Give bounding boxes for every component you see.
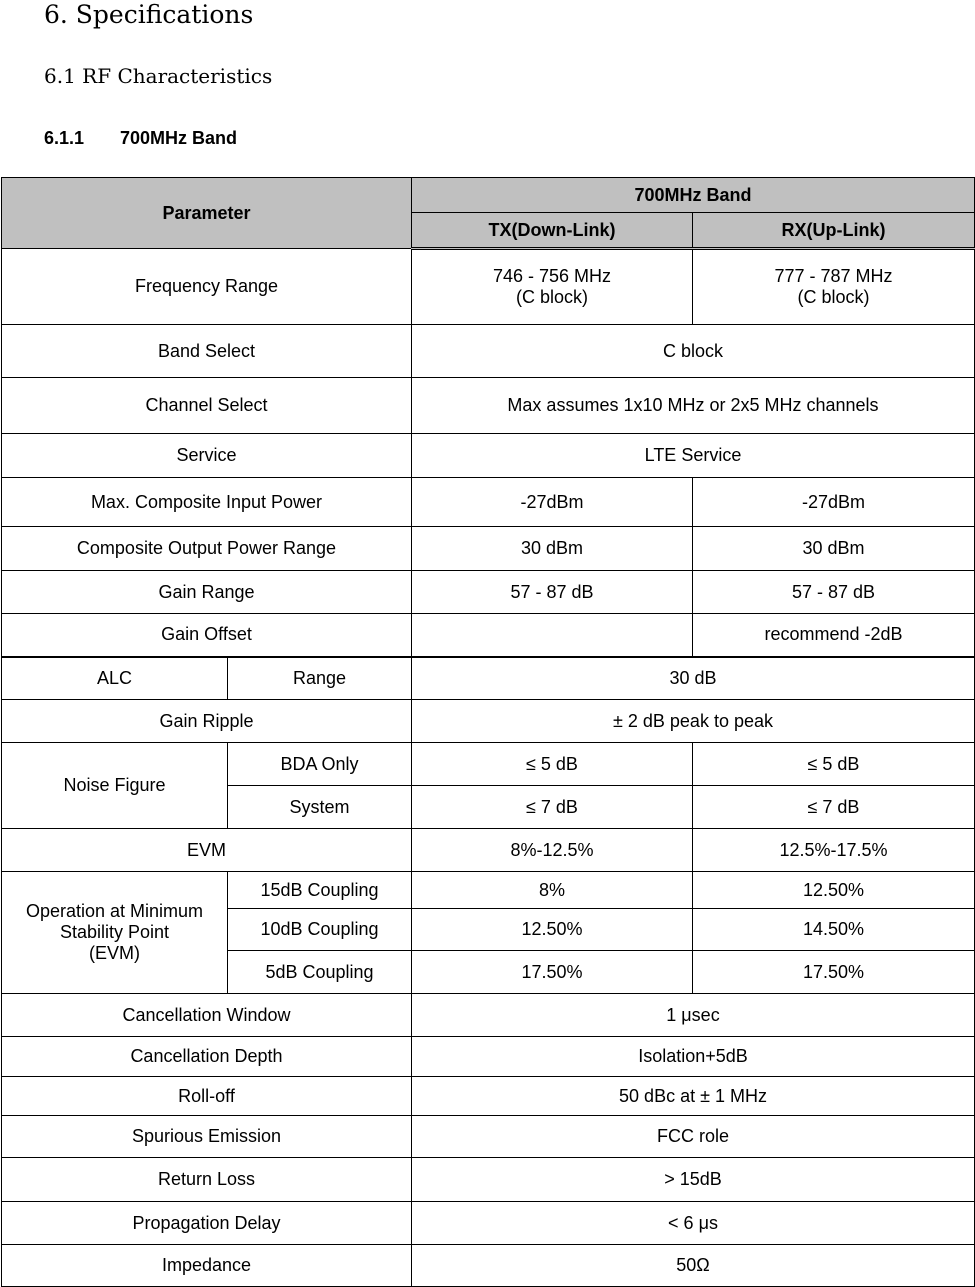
row-label: Propagation Delay	[2, 1202, 412, 1245]
row-label: Return Loss	[2, 1158, 412, 1202]
header-band: 700MHz Band	[412, 178, 975, 213]
tx-value	[412, 614, 693, 657]
tx-value: 12.50%	[412, 909, 693, 951]
row-value: 30 dB	[412, 657, 975, 700]
subsubsection-title: 700MHz Band	[120, 128, 238, 148]
tx-value: 57 - 87 dB	[412, 571, 693, 614]
table-row	[2, 994, 975, 1037]
row-value: C block	[412, 325, 975, 378]
tx-value: 30 dBm	[412, 527, 693, 571]
row-sublabel: 5dB Coupling	[228, 951, 412, 994]
table-row	[2, 527, 975, 571]
table-row	[2, 743, 975, 786]
rf-characteristics-table	[1, 177, 975, 1287]
table-row	[2, 1037, 975, 1077]
rx-value: 12.5%-17.5%	[693, 829, 975, 872]
rx-value: 17.50%	[693, 951, 975, 994]
header-parameter: Parameter	[2, 178, 412, 249]
row-label: Gain Ripple	[2, 700, 412, 743]
row-label: Service	[2, 434, 412, 478]
row-label: Cancellation Window	[2, 994, 412, 1037]
table-row	[2, 872, 975, 909]
row-value: Isolation+5dB	[412, 1037, 975, 1077]
rx-value: -27dBm	[693, 478, 975, 527]
table-row	[2, 1245, 975, 1287]
tx-value: ≤ 5 dB	[412, 743, 693, 786]
row-label: Frequency Range	[2, 249, 412, 325]
row-value: FCC role	[412, 1116, 975, 1158]
table-row	[2, 1202, 975, 1245]
rx-value: 30 dBm	[693, 527, 975, 571]
row-label: Composite Output Power Range	[2, 527, 412, 571]
rx-value: recommend -2dB	[693, 614, 975, 657]
row-value: < 6 μs	[412, 1202, 975, 1245]
table-row	[2, 614, 975, 657]
table-row	[2, 829, 975, 872]
row-label: Impedance	[2, 1245, 412, 1287]
rx-value: 57 - 87 dB	[693, 571, 975, 614]
row-value: 1 μsec	[412, 994, 975, 1037]
row-value: 50 dBc at ± 1 MHz	[412, 1077, 975, 1116]
row-label: Band Select	[2, 325, 412, 378]
row-label: ALC	[2, 657, 228, 700]
row-value: LTE Service	[412, 434, 975, 478]
row-value: > 15dB	[412, 1158, 975, 1202]
table-row	[2, 478, 975, 527]
rx-value: 12.50%	[693, 872, 975, 909]
table-row	[2, 249, 975, 325]
table-row	[2, 1077, 975, 1116]
row-value: Max assumes 1x10 MHz or 2x5 MHz channels	[412, 378, 975, 434]
row-label: EVM	[2, 829, 412, 872]
row-label: Cancellation Depth	[2, 1037, 412, 1077]
tx-value: 8%-12.5%	[412, 829, 693, 872]
rx-value: ≤ 7 dB	[693, 786, 975, 829]
row-sublabel: 10dB Coupling	[228, 909, 412, 951]
tx-value: 17.50%	[412, 951, 693, 994]
table-row	[2, 571, 975, 614]
table-row	[2, 700, 975, 743]
row-label: Gain Offset	[2, 614, 412, 657]
row-label: Noise Figure	[2, 743, 228, 829]
row-label: Roll-off	[2, 1077, 412, 1116]
table-row	[2, 325, 975, 378]
header-tx: TX(Down-Link)	[412, 213, 693, 249]
section-heading: 6. Specifications	[44, 0, 254, 29]
row-sublabel: System	[228, 786, 412, 829]
row-value: ± 2 dB peak to peak	[412, 700, 975, 743]
table-row	[2, 657, 975, 700]
row-label: Spurious Emission	[2, 1116, 412, 1158]
rx-value: ≤ 5 dB	[693, 743, 975, 786]
row-label: Gain Range	[2, 571, 412, 614]
tx-value: 746 - 756 MHz (C block)	[412, 249, 693, 325]
row-label: Operation at Minimum Stability Point (EVM)	[2, 872, 228, 994]
tx-value: 8%	[412, 872, 693, 909]
table-row	[2, 378, 975, 434]
row-sublabel: BDA Only	[228, 743, 412, 786]
table-row	[2, 1158, 975, 1202]
table-row	[2, 434, 975, 478]
rx-value: 777 - 787 MHz (C block)	[693, 249, 975, 325]
row-sublabel: 15dB Coupling	[228, 872, 412, 909]
subsubsection-number: 6.1.1	[44, 128, 85, 148]
table-row	[2, 1116, 975, 1158]
row-label: Channel Select	[2, 378, 412, 434]
rx-value: 14.50%	[693, 909, 975, 951]
tx-value: ≤ 7 dB	[412, 786, 693, 829]
header-rx: RX(Up-Link)	[693, 213, 975, 249]
row-sublabel: Range	[228, 657, 412, 700]
subsubsection-heading	[44, 128, 237, 149]
subsection-heading: 6.1 RF Characteristics	[44, 64, 273, 88]
row-value: 50Ω	[412, 1245, 975, 1287]
tx-value: -27dBm	[412, 478, 693, 527]
row-label: Max. Composite Input Power	[2, 478, 412, 527]
